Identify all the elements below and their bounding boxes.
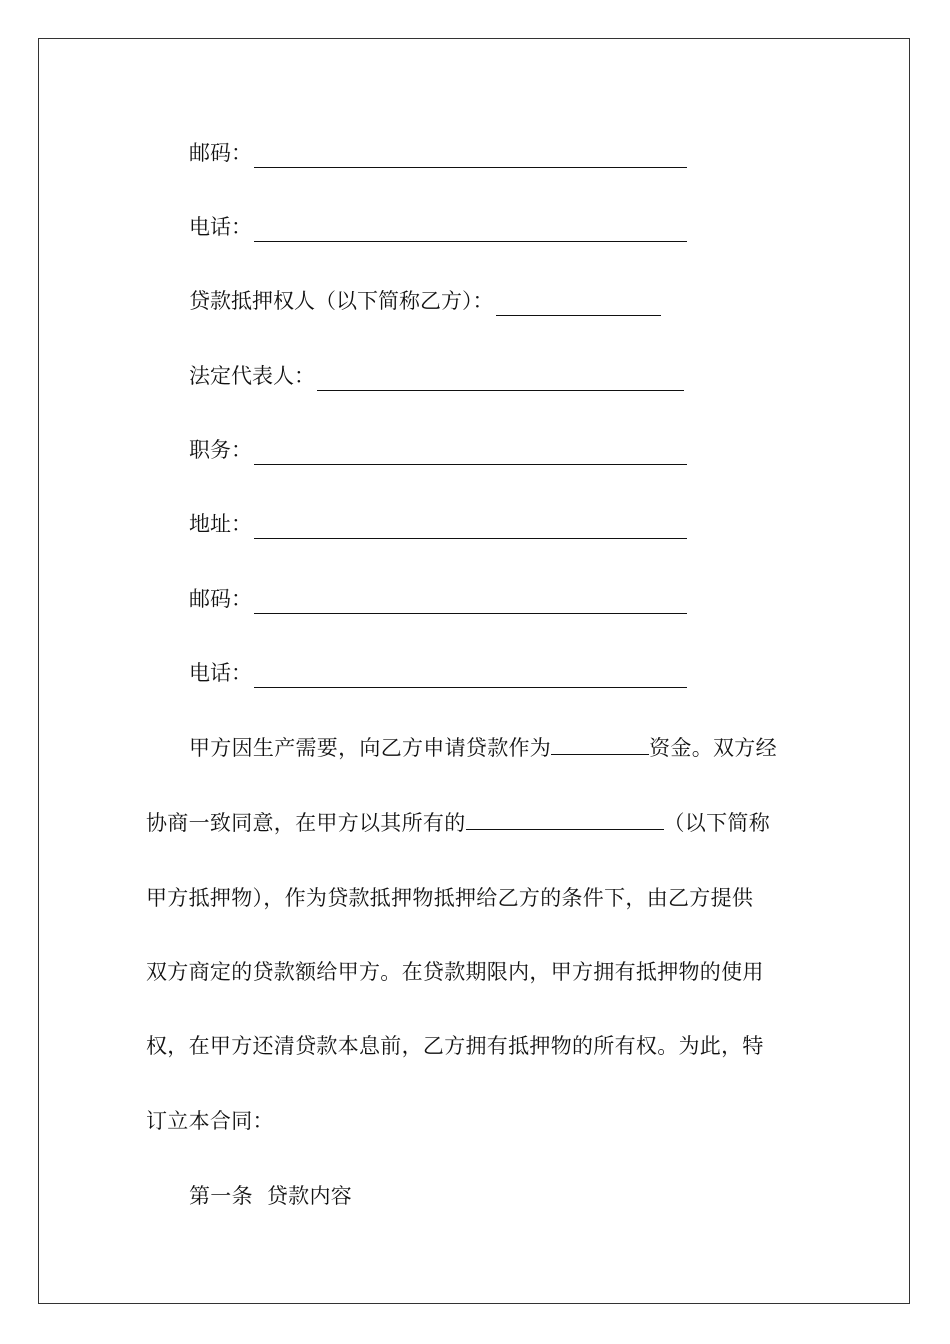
paragraph-line: 订立本合同： <box>146 1109 274 1133</box>
position-field <box>189 435 687 465</box>
collateral-blank[interactable] <box>466 809 664 830</box>
postcode-field-party-a <box>189 138 687 168</box>
phone-blank[interactable] <box>254 219 687 242</box>
paragraph-line: 双方商定的贷款额给甲方。在贷款期限内，甲方拥有抵押物的使用 <box>146 960 764 984</box>
postcode-label: 邮码： <box>189 587 252 611</box>
mortgagee-blank[interactable] <box>496 293 661 316</box>
position-blank[interactable] <box>254 442 687 465</box>
address-blank[interactable] <box>254 516 687 539</box>
legal-representative-field <box>189 361 684 391</box>
address-label: 地址： <box>189 512 252 536</box>
phone-field-party-b <box>189 658 687 688</box>
legal-representative-blank[interactable] <box>317 368 684 391</box>
section-heading: 第一条 贷款内容 <box>189 1184 353 1208</box>
postcode-field-party-b <box>189 584 687 614</box>
legal-representative-label: 法定代表人： <box>189 364 315 388</box>
phone-field-party-a <box>189 212 687 242</box>
phone-blank[interactable] <box>254 665 687 688</box>
phone-label: 电话： <box>189 215 252 239</box>
paragraph-text: 资金。双方经 <box>649 736 777 760</box>
paragraph-text: 协商一致同意，在甲方以其所有的 <box>146 811 466 835</box>
fund-purpose-blank[interactable] <box>551 734 649 755</box>
paragraph-line: 权，在甲方还清贷款本息前，乙方拥有抵押物的所有权。为此，特 <box>146 1034 764 1058</box>
mortgagee-label: 贷款抵押权人（以下简称乙方）： <box>189 289 494 313</box>
paragraph-text: （以下简称 <box>663 811 770 835</box>
paragraph-line <box>146 808 770 838</box>
paragraph-text: 甲方因生产需要，向乙方申请贷款作为 <box>189 736 552 760</box>
postcode-blank[interactable] <box>254 145 687 168</box>
mortgagee-field <box>189 286 661 316</box>
paragraph-line: 甲方抵押物），作为贷款抵押物抵押给乙方的条件下，由乙方提供 <box>146 886 754 910</box>
position-label: 职务： <box>189 438 252 462</box>
postcode-label: 邮码： <box>189 141 252 165</box>
postcode-blank[interactable] <box>254 591 687 614</box>
phone-label: 电话： <box>189 661 252 685</box>
paragraph-line <box>189 733 777 763</box>
address-field <box>189 509 687 539</box>
